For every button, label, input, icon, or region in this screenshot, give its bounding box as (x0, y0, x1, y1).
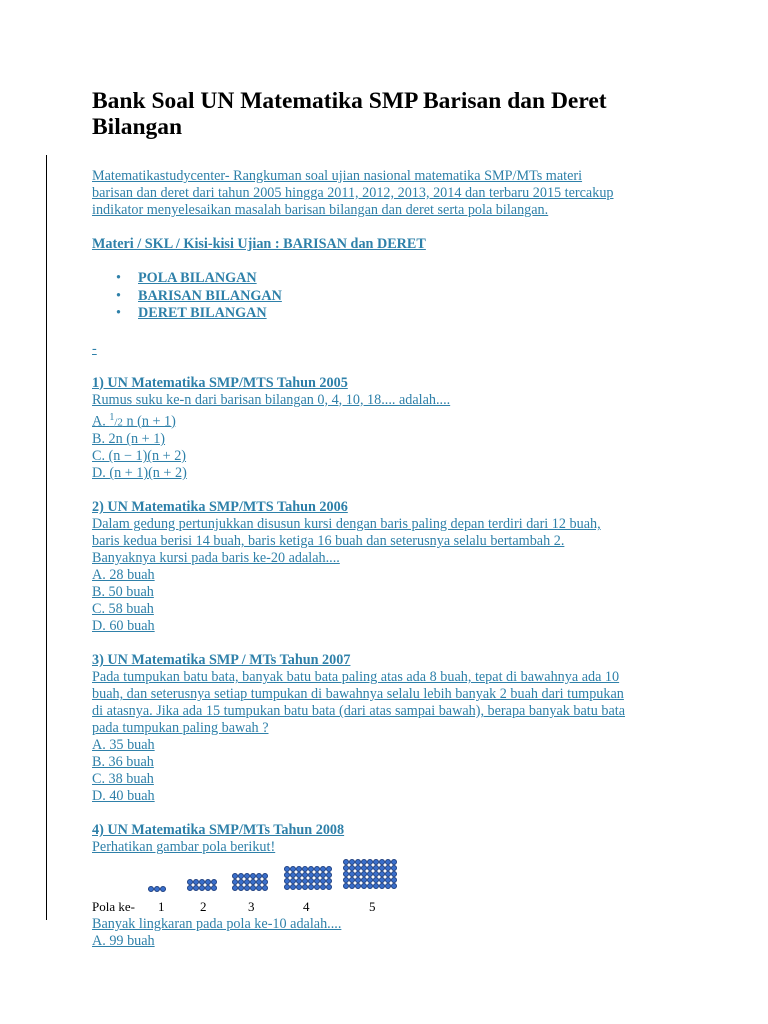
topic-list (92, 270, 682, 323)
pattern-circle (160, 886, 166, 892)
question-line: Banyaknya kursi pada baris ke-20 adalah.... (92, 550, 340, 567)
pattern-number: 1 (158, 899, 165, 915)
question-title: 2) UN Matematika SMP/MTS Tahun 2006 (92, 499, 348, 516)
materi-heading[interactable]: Materi / SKL / Kisi-kisi Ujian : BARISAN dan DERET (92, 236, 426, 252)
option-a: A. 28 buah (92, 567, 155, 584)
pattern-circle (262, 885, 268, 891)
question-4-body[interactable] (92, 916, 682, 950)
question-line: pada tumpukan paling bawah ? (92, 720, 269, 737)
intro-line: Matematikastudycenter- Rangkuman soal ujian nasional matematika SMP/MTs materi (92, 168, 583, 184)
pattern-number: 4 (303, 899, 310, 915)
intro-paragraph[interactable] (92, 168, 682, 219)
question-line: Dalam gedung pertunjukkan disusun kursi dengan baris paling depan terdiri dari 12 buah, (92, 516, 601, 533)
pattern-4-dots (284, 866, 332, 890)
option-c: C. 58 buah (92, 601, 154, 618)
question-line: baris kedua berisi 14 buah, baris ketiga 16 buah dan seterusnya selalu bertambah 2. (92, 533, 565, 550)
pattern-5-dots (343, 859, 397, 889)
option-c: C. 38 buah (92, 771, 154, 788)
separator-link[interactable]: - (92, 340, 97, 357)
question-3[interactable] (92, 652, 682, 805)
option-d: D. 60 buah (92, 618, 155, 635)
question-text: Rumus suku ke-n dari barisan bilangan 0, 4, 10, 18.... adalah.... (92, 391, 451, 408)
option-a: A. 99 buah (92, 933, 155, 950)
page-title: Bank Soal UN Matematika SMP Barisan dan Deret Bilangan (92, 88, 607, 140)
question-line: buah, dan seterusnya setiap tumpukan di bawahnya selalu lebih banyak 2 buah dari tumpukan (92, 686, 624, 703)
option-a-sub: /2 (114, 416, 123, 429)
option-b: B. 2n (n + 1) (92, 431, 166, 448)
option-c: C. (n − 1)(n + 2) (92, 448, 187, 465)
topic-link[interactable]: DERET BILANGAN (138, 305, 267, 321)
topic-link[interactable]: BARISAN BILANGAN (138, 287, 282, 304)
question-title: 3) UN Matematika SMP / MTs Tahun 2007 (92, 652, 351, 669)
question-prompt: Perhatikan gambar pola berikut! (92, 839, 276, 856)
topic-link[interactable]: POLA BILANGAN (138, 270, 257, 286)
topic-item[interactable] (114, 270, 682, 288)
article (92, 88, 682, 950)
pattern-circle (326, 884, 332, 890)
option-a: A. 35 buah (92, 737, 155, 754)
question-text: Banyak lingkaran pada pola ke-10 adalah.... (92, 916, 342, 933)
option-b: B. 50 buah (92, 584, 154, 601)
option-a-prefix: A. (92, 413, 110, 430)
option-d: D. (n + 1)(n + 2) (92, 465, 187, 482)
pattern-number: 3 (248, 899, 255, 915)
intro-line: barisan dan deret dari tahun 2005 hingga 2011, 2012, 2013, 2014 dan terbaru 2015 tercakup (92, 185, 614, 201)
pattern-figure (92, 862, 392, 915)
option-a-rest: n (n + 1) (122, 413, 176, 430)
pattern-1-dots (148, 886, 166, 892)
topic-item[interactable] (114, 305, 682, 323)
pattern-number: 5 (369, 899, 376, 915)
pattern-label: Pola ke- (92, 899, 135, 915)
question-1[interactable] (92, 375, 682, 483)
pattern-number: 2 (200, 899, 207, 915)
pattern-circle (211, 885, 217, 891)
pattern-3-dots (232, 873, 268, 891)
question-line: Pada tumpukan batu bata, banyak batu bata paling atas ada 8 buah, tepat di bawahnya ada 10 (92, 669, 620, 686)
pattern-2-dots (187, 879, 217, 891)
question-2[interactable] (92, 499, 682, 635)
question-4[interactable] (92, 822, 682, 856)
option-b: B. 36 buah (92, 754, 154, 771)
topic-item[interactable] (114, 288, 682, 306)
question-title: 1) UN Matematika SMP/MTS Tahun 2005 (92, 374, 348, 391)
intro-line: indikator menyelesaikan masalah barisan bilangan dan deret serta pola bilangan. (92, 202, 549, 218)
option-a (92, 409, 682, 432)
question-line: di atasnya. Jika ada 15 tumpukan batu bata (dari atas sampai bawah), berapa banyak batu bata (92, 703, 626, 720)
option-a-sup: 1 (109, 411, 115, 423)
left-margin-rule (46, 155, 47, 920)
pattern-circle (391, 883, 397, 889)
question-title: 4) UN Matematika SMP/MTs Tahun 2008 (92, 822, 345, 839)
option-d: D. 40 buah (92, 788, 155, 805)
